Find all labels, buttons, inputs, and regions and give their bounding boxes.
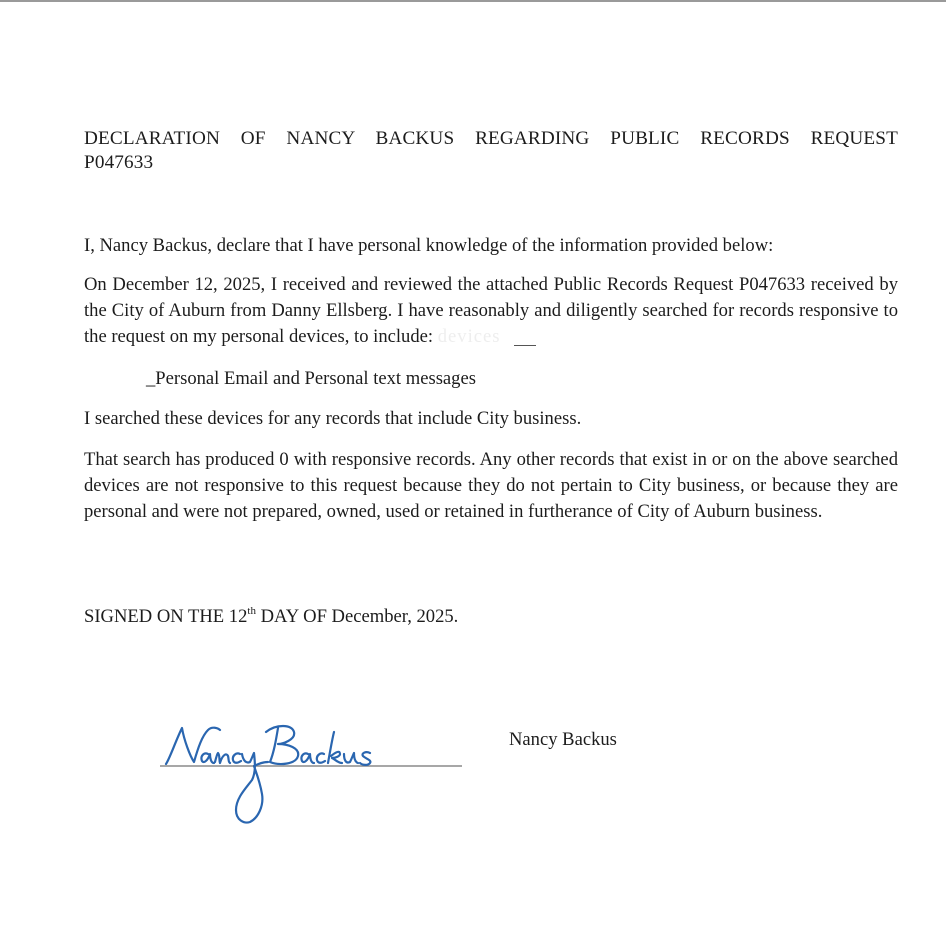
sig-letter-c2 xyxy=(317,753,325,762)
handwritten-signature xyxy=(160,718,470,833)
signed-date-line xyxy=(84,604,898,630)
sig-letter-k xyxy=(328,732,342,763)
sig-letter-y xyxy=(236,753,268,823)
intro-paragraph: I, Nancy Backus, declare that I have personal knowledge of the information provided below: xyxy=(84,235,774,256)
sig-letter-B xyxy=(266,726,298,764)
title-line-1: DECLARATION OF NANCY BACKUS REGARDING PUBLIC RECORDS REQUEST xyxy=(84,128,898,149)
document-title xyxy=(84,127,898,175)
sig-letter-n xyxy=(215,753,230,763)
sig-letter-a2 xyxy=(301,753,314,763)
searched-statement: I searched these devices for any records that include City business. xyxy=(84,408,582,429)
ordinal-suffix: th xyxy=(247,605,256,617)
result-paragraph: That search has produced 0 with responsive records. Any other records that exist in or on the above searched devices are not responsive to this request because they do not pertain to City business, or because they are personal and were not prepared, owned, used or retained in furtherance of City of Auburn business. xyxy=(84,449,898,522)
signed-prefix: SIGNED ON THE 12 xyxy=(84,606,248,627)
sig-letter-u xyxy=(344,753,358,763)
title-line-2: P047633 xyxy=(84,152,154,173)
faint-redacted-text: devices xyxy=(437,326,501,347)
device-list-item: _Personal Email and Personal text messages xyxy=(146,368,476,389)
signed-suffix: DAY OF December, 2025. xyxy=(255,606,459,627)
sig-letter-N xyxy=(166,728,220,764)
received-paragraph-text: On December 12, 2025, I received and reviewed the attached Public Records Request P047633 received by the City of Auburn from Danny Ellsberg. I have reasonably and diligently searched for records responsive to the request on my personal devices, to include: xyxy=(84,274,898,347)
sig-letter-c xyxy=(233,753,241,762)
received-paragraph xyxy=(84,272,898,350)
blank-fill-line xyxy=(514,345,536,346)
top-border-rule xyxy=(0,0,946,2)
sig-letter-a xyxy=(201,753,214,763)
signature-ink xyxy=(166,726,370,823)
signer-printed-name: Nancy Backus xyxy=(509,729,617,750)
sig-letter-s xyxy=(360,752,370,765)
